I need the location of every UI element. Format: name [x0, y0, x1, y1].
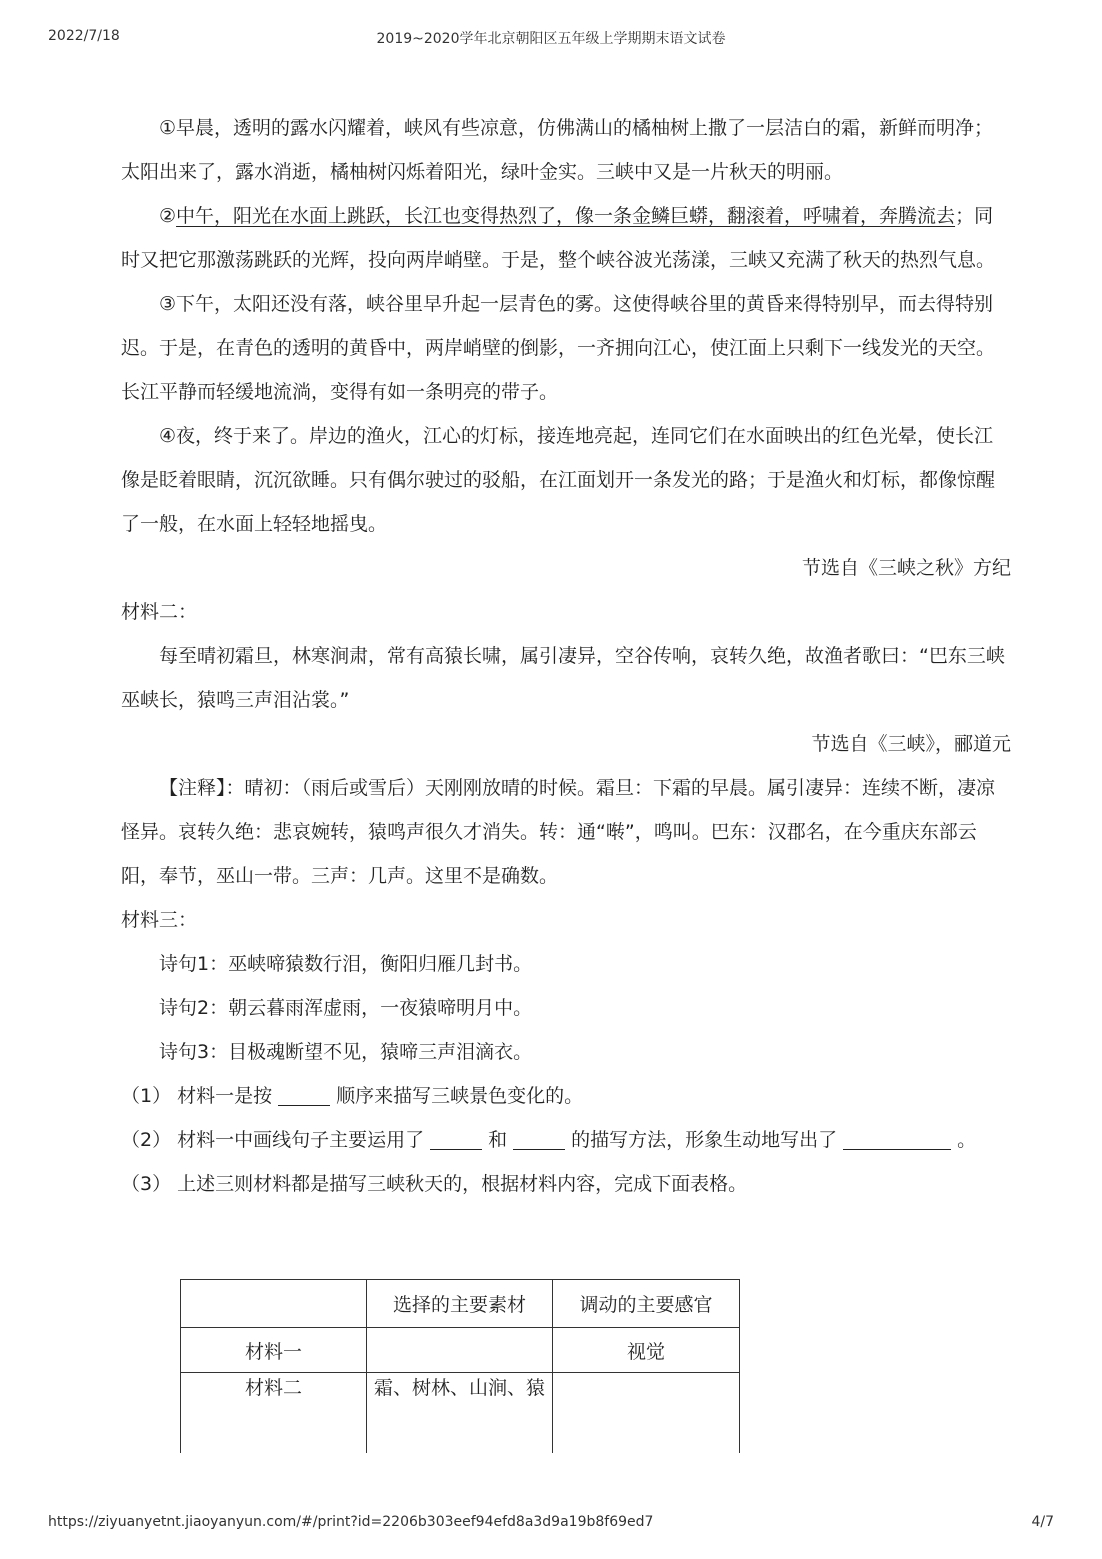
table-answer-cell[interactable]	[367, 1328, 553, 1373]
poem-line: 诗句3：目极魂断望不见，猿啼三声泪滴衣。	[159, 1041, 533, 1063]
answer-blank[interactable]	[278, 1083, 330, 1106]
question-2	[121, 1118, 1011, 1162]
paragraph-number: ②	[159, 205, 177, 227]
exam-content	[121, 106, 1011, 1206]
material1-paragraph-3: ③下午，太阳还没有落，峡谷里早升起一层青色的雾。这使得峡谷里的黄昏来得特别早，而去得特别迟。于是，在青色的透明的黄昏中，两岸峭壁的倒影，一齐拥向江心，使江面上只剩下一线发光的天空。长江平静而轻缓地流淌，变得有如一条明亮的带子。	[121, 293, 996, 403]
footer-page-number: 4/7	[1031, 1514, 1054, 1530]
material1-paragraph-2	[121, 194, 1011, 282]
material1-paragraph-4: ④夜，终于来了。岸边的渔火，江心的灯标，接连地亮起，连同它们在水面映出的红色光晕，使长江像是眨着眼睛，沉沉欲睡。只有偶尔驶过的驳船，在江面划开一条发光的路；于是渔火和灯标，都像惊醒了一般，在水面上轻轻地摇曳。	[121, 425, 996, 535]
table-cell: 调动的主要感官	[553, 1280, 740, 1328]
material1-paragraph-1: ①早晨，透明的露水闪耀着，峡风有些凉意，仿佛满山的橘柚树上撒了一层洁白的霜，新鲜而明净；太阳出来了，露水消逝，橘柚树闪烁着阳光，绿叶金实。三峡中又是一片秋天的明丽。	[121, 117, 994, 183]
header-title: 2019~2020学年北京朝阳区五年级上学期期末语文试卷	[376, 31, 726, 47]
question-text: （1） 材料一是按	[121, 1085, 273, 1107]
material3-label: 材料三：	[121, 909, 198, 931]
table-cell: 视觉	[553, 1328, 740, 1373]
answer-table	[180, 1279, 740, 1453]
material2-text: 每至晴初霜旦，林寒涧肃，常有高猿长啸，属引凄异，空谷传响，哀转久绝，故渔者歌曰：“巴东三峡巫峡长，猿鸣三声泪沾裳。”	[121, 645, 1005, 711]
footer-url: https://ziyuanyetnt.jiaoyanyun.com/#/print?id=2206b303eef94efd8a3d9a19b8f69ed7	[48, 1514, 654, 1530]
table-cell: 选择的主要素材	[367, 1280, 553, 1328]
material2-source: 节选自《三峡》，郦道元	[811, 733, 1011, 755]
question-1	[121, 1074, 1011, 1118]
answer-blank[interactable]	[843, 1127, 951, 1150]
poem-line: 诗句1：巫峡啼猿数行泪，衡阳归雁几封书。	[159, 953, 533, 975]
answer-blank[interactable]	[513, 1127, 565, 1150]
table-answer-cell[interactable]	[553, 1373, 740, 1454]
table-cell	[181, 1280, 367, 1328]
material2-label: 材料二：	[121, 601, 198, 623]
header-date: 2022/7/18	[48, 28, 120, 44]
material1-source: 节选自《三峡之秋》方纪	[801, 557, 1011, 579]
underlined-sentence: 中午，阳光在水面上跳跃，长江也变得热烈了，像一条金鳞巨蟒，翻滚着，呼啸着，奔腾流去	[176, 205, 956, 227]
question-text: 。	[957, 1129, 977, 1151]
question-text: 的描写方法，形象生动地写出了	[571, 1129, 838, 1151]
question-text: 和	[488, 1129, 508, 1151]
poem-line: 诗句2：朝云暮雨浑虚雨，一夜猿啼明月中。	[159, 997, 533, 1019]
table-cell: 材料一	[181, 1328, 367, 1373]
table-row	[181, 1373, 740, 1454]
question-text: 顺序来描写三峡景色变化的。	[336, 1085, 584, 1107]
table-cell: 材料二	[181, 1373, 367, 1454]
table-cell: 霜、树林、山涧、猿	[367, 1373, 553, 1454]
material2-note: 【注释】：晴初：（雨后或雪后）天刚刚放晴的时候。霜旦：下霜的早晨。属引凄异：连续不断，凄凉怪异。哀转久绝：悲哀婉转，猿鸣声很久才消失。转：通“啭”，鸣叫。巴东：汉郡名，在今重庆东部云阳，奉节，巫山一带。三声：几声。这里不是确数。	[121, 777, 996, 887]
question-text: （2） 材料一中画线句子主要运用了	[121, 1129, 425, 1151]
answer-blank[interactable]	[430, 1127, 482, 1150]
table-header-row	[181, 1280, 740, 1328]
paragraph-rest: ；同时又把它那激荡跳跃的光辉，投向两岸峭壁。于是，整个峡谷波光荡漾，三峡又充满了秋天的热烈气息。	[121, 205, 996, 271]
question-3: （3） 上述三则材料都是描写三峡秋天的，根据材料内容，完成下面表格。	[121, 1173, 748, 1195]
table-row	[181, 1328, 740, 1373]
